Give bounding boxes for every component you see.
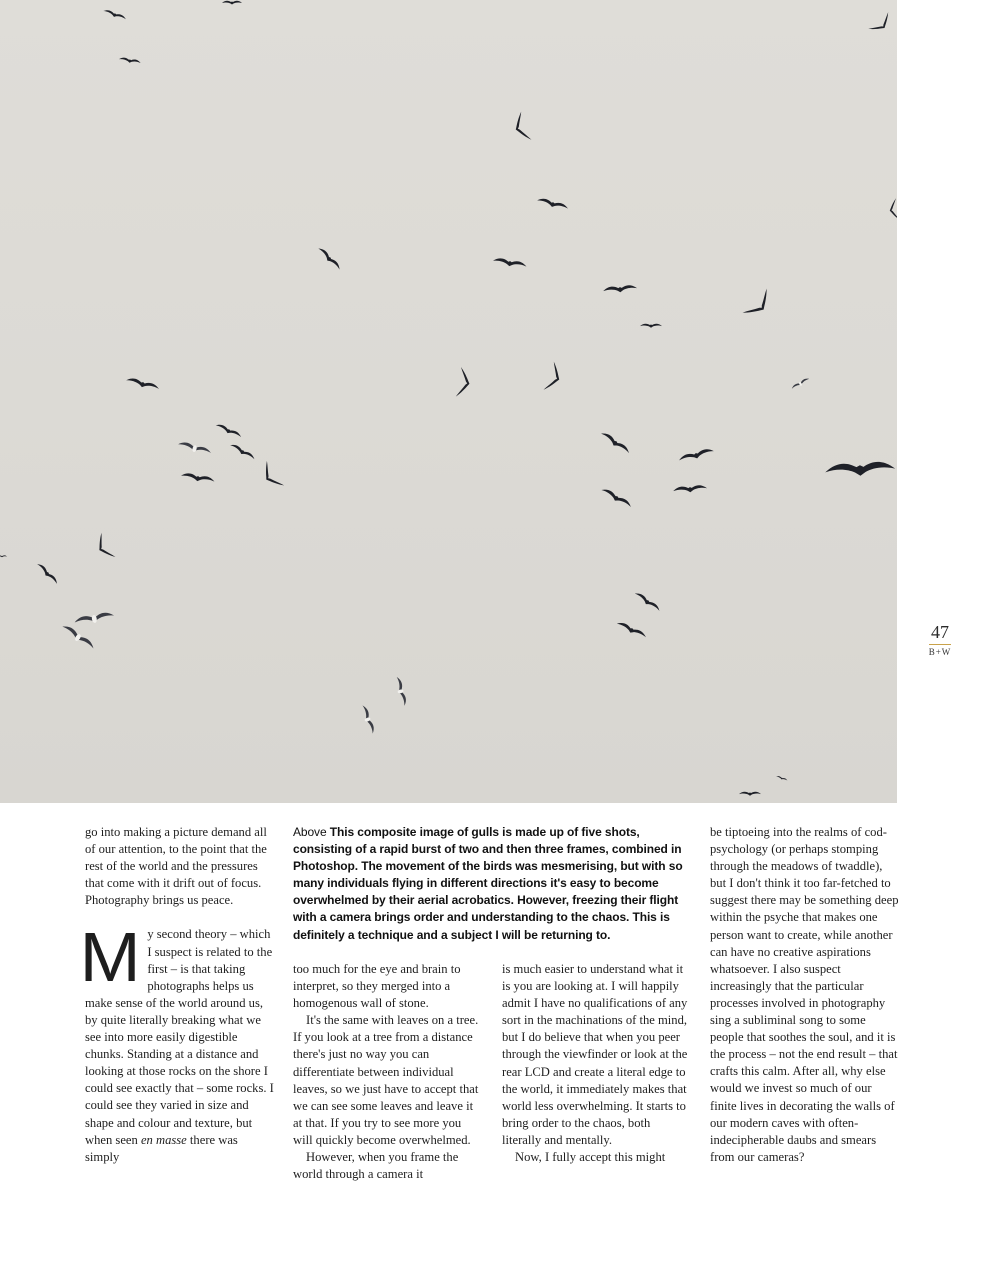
gull-icon xyxy=(678,447,714,463)
gull-icon xyxy=(640,324,662,328)
gull-icon xyxy=(776,775,788,781)
gull-icon xyxy=(673,484,707,493)
gull-icon xyxy=(868,12,894,36)
gull-icon xyxy=(103,9,127,21)
page-number: 47 xyxy=(931,622,949,642)
magazine-logo: B+W xyxy=(928,647,952,657)
paragraph: It's the same with leaves on a tree. If you look at a tree from a distance there's just no way you can differentiate between individual leaves, so we just have to accept that we can see some leaves and leave it at that. If you try to see more you will quickly become overwhelmed. xyxy=(293,1013,479,1147)
paragraph: Now, I fully accept this might xyxy=(515,1150,666,1165)
gull-icon xyxy=(360,704,376,734)
gull-icon xyxy=(258,461,284,492)
gull-icon xyxy=(600,431,631,456)
gull-icon xyxy=(74,611,115,626)
gull-icon xyxy=(36,562,59,585)
gull-icon xyxy=(394,676,408,707)
caption-label: Above xyxy=(293,825,327,839)
gull-icon xyxy=(125,377,159,392)
gull-icon xyxy=(600,487,633,509)
gull-icon xyxy=(739,792,761,796)
folio xyxy=(922,622,958,657)
paragraph: too much for the eye and brain to interpret, so they merged into a homogenous wall of stone. xyxy=(293,962,461,1011)
gull-icon xyxy=(888,198,897,221)
gull-icon xyxy=(456,367,472,398)
gull-icon xyxy=(119,57,141,65)
gull-icon xyxy=(544,362,565,394)
gull-icon xyxy=(743,289,776,322)
photo-caption xyxy=(293,824,693,944)
gull-icon xyxy=(229,443,256,461)
article-column-2 xyxy=(293,961,483,1183)
emphasis: en masse xyxy=(140,1132,187,1147)
article-column-1 xyxy=(79,824,275,1166)
gull-icon xyxy=(0,555,7,557)
gull-icon xyxy=(603,284,637,293)
paragraph: be tiptoeing into the realms of cod-psychology (or perhaps stomping through the meadows of twaddle), but I don't think it too far-fetched to suggest there may be something deep within the psyche that makes one person want to create, while another can have no creative aspirations whatsoever. I also suspect increasingly that the particular processes involved in photography sing a subliminal song to some people that soothes the soul, and it is the process – not the end result – that crafts this calm. After all, why else would we invest so much of our finite lives in decorating the walls of our modern caves with often-indecipherable daubs and smears from our cameras? xyxy=(710,825,899,1164)
gull-icon xyxy=(317,246,342,271)
gull-icon xyxy=(177,441,212,457)
article-column-3 xyxy=(502,961,692,1166)
paragraph: However, when you frame the world through a camera it xyxy=(293,1150,459,1182)
gull-icon xyxy=(616,621,647,640)
gull-icon xyxy=(60,623,96,651)
article-column-4 xyxy=(710,824,900,1166)
gull-icon xyxy=(634,591,662,613)
paragraph: My second theory – which I suspect is related to the first – is that taking photographs helps us make sense of the world around us, by quite literally breaking what we see into more easily digestible chunks. Standing at a distance and looking at those rocks on the shore I could see exactly that – some rocks. I could see they varied in size and shape and colour and texture, but when seen en masse there was simply xyxy=(79,918,274,1164)
gull-icon xyxy=(493,257,528,269)
caption-text: This composite image of gulls is made up of five shots, consisting of a rapid burst of two and then three frames, combined in Photoshop. The movement of the birds was mesmerising, but with so many individuals flying in different directions it's easy to become overwhelmed by their aerial acrobatics. However, freezing their flight with a camera brings order and understanding to the chaos. This is definitely a technique and a subject I will be returning to. xyxy=(293,825,683,942)
gull-icon xyxy=(511,112,532,144)
gull-icon xyxy=(222,1,242,5)
drop-cap: M xyxy=(79,918,141,997)
gull-icon xyxy=(181,472,216,484)
gull-icon xyxy=(92,533,115,562)
paragraph: go into making a picture demand all of our attention, to the point that the rest of the world and the pressures that come with it drift out of focus. Photography brings us peace. xyxy=(85,825,267,908)
gull-icon xyxy=(825,461,896,478)
gull-icon xyxy=(791,377,810,391)
gull-icon xyxy=(537,197,569,211)
folio-rule xyxy=(929,644,951,645)
paragraph: is much easier to understand what it is you are looking at. I will happily admit I have no qualifications of any sort in the machinations of the mind, but I do believe that when you peer through the viewfinder or look at the rear LCD and create a literal edge to the world, it immediately makes that world less overwhelming. It starts to bring order to the chaos, both literally and mentally. xyxy=(502,962,688,1147)
gull-icon xyxy=(215,423,243,440)
